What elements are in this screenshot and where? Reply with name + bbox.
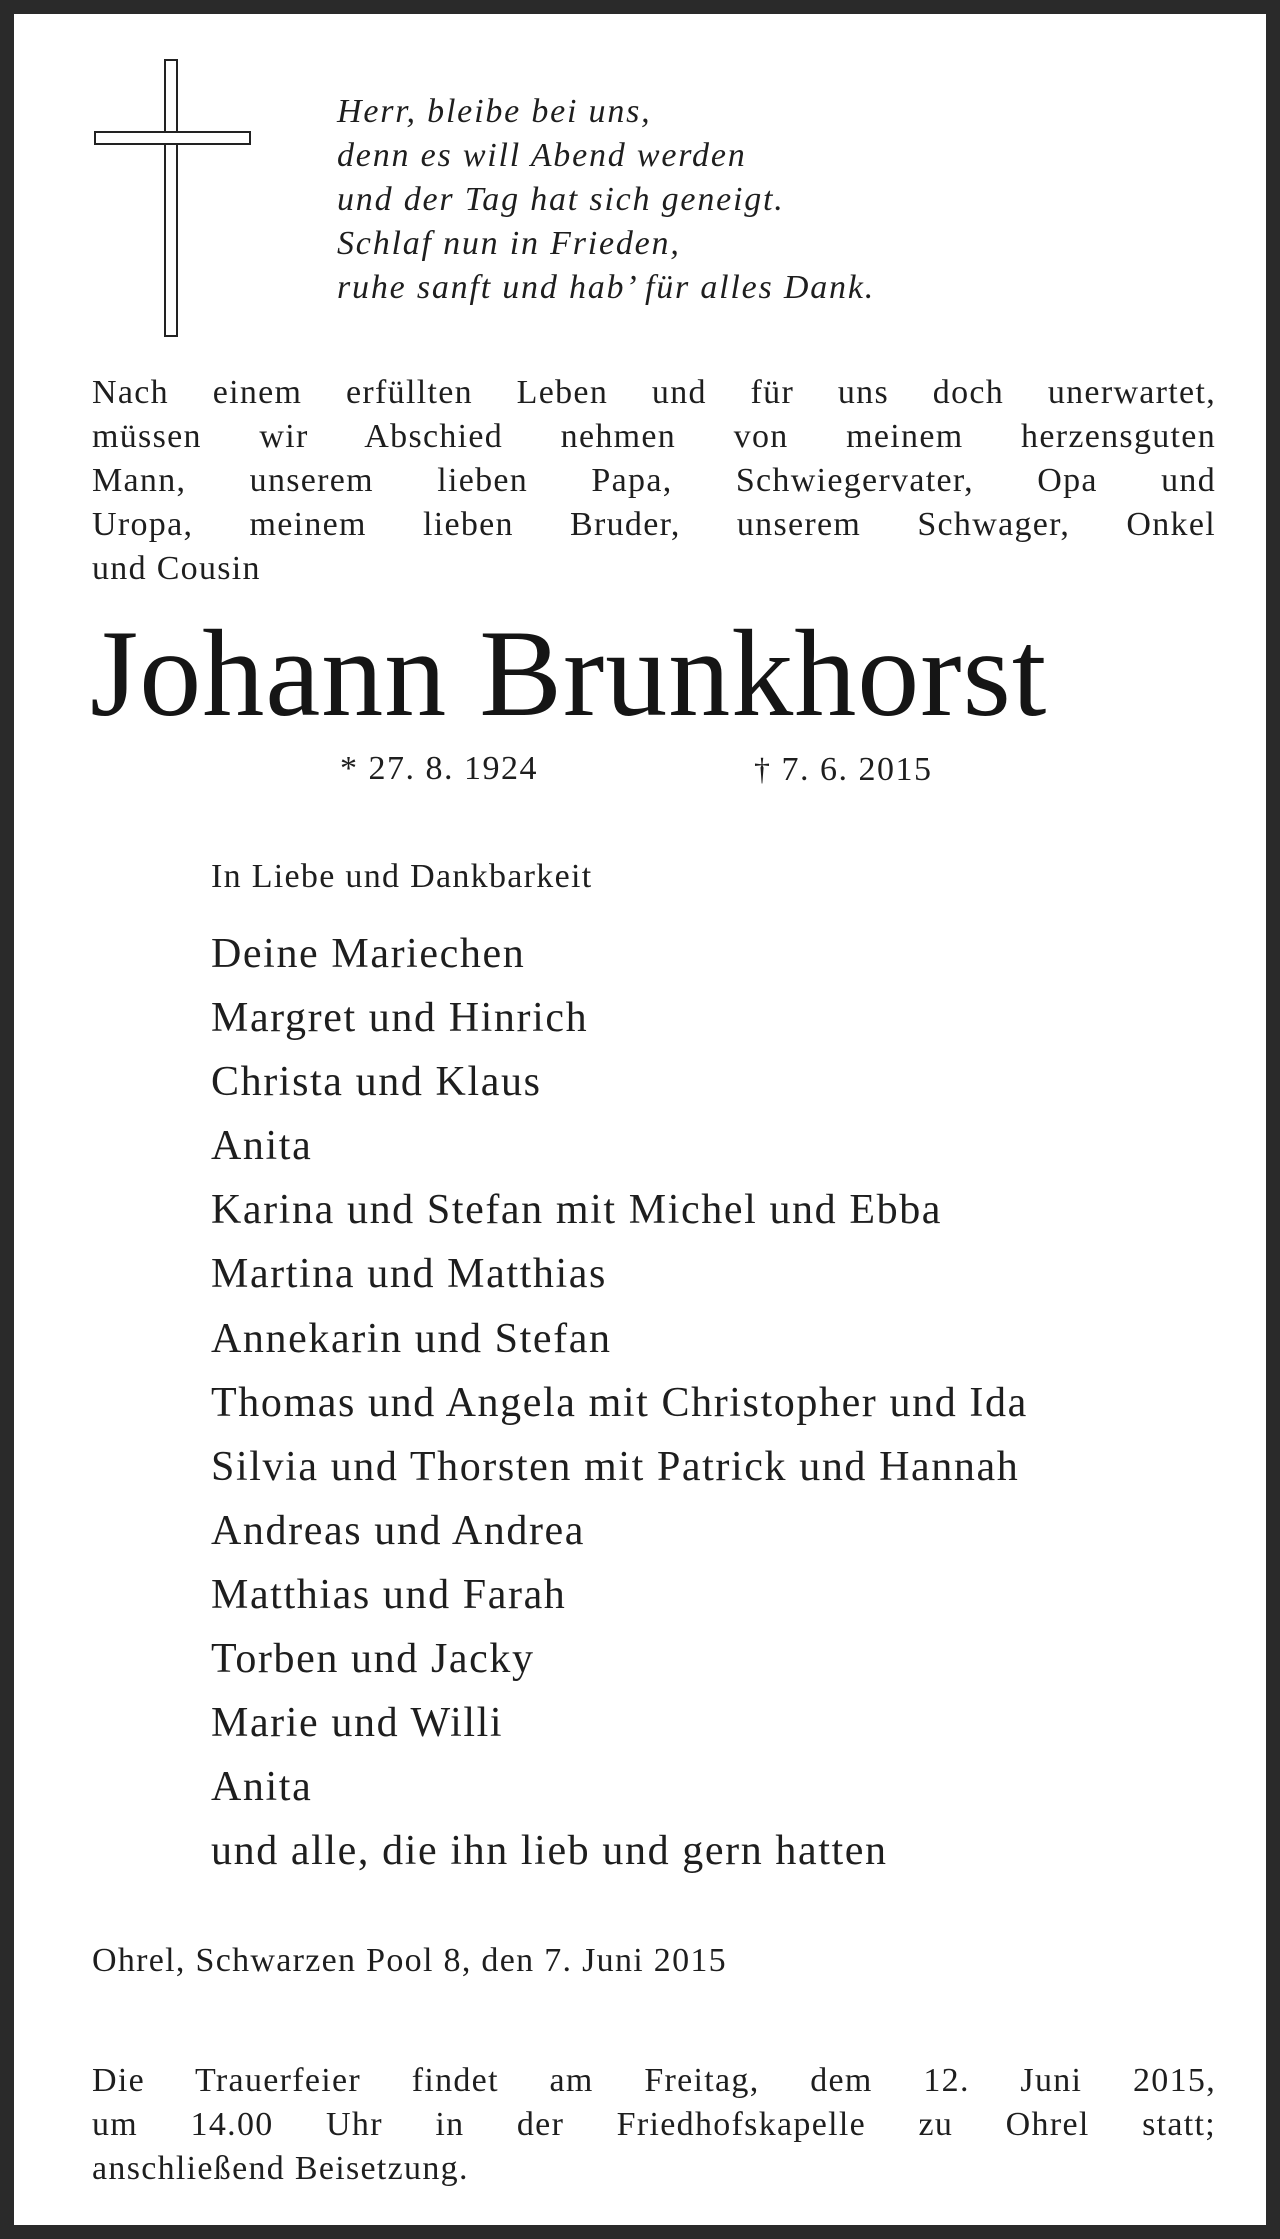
mourner-entry: Thomas und Angela mit Christopher und Ida <box>211 1379 1028 1426</box>
intro-line: Nach einem erfüllten Leben und für uns doch unerwartet, <box>92 374 1216 411</box>
mourner-entry: Marie und Willi <box>211 1700 504 1747</box>
verse-line: Schlaf nun in Frieden, <box>337 225 681 262</box>
intro-line: müssen wir Abschied nehmen von meinem herzensguten <box>92 418 1216 455</box>
verse-line: ruhe sanft und hab’ für alles Dank. <box>337 269 876 306</box>
mourner-entry: Matthias und Farah <box>211 1571 567 1618</box>
funeral-line: anschließend Beisetzung. <box>92 2150 469 2187</box>
verse-line: Herr, bleibe bei uns, <box>337 93 652 130</box>
funeral-line: um 14.00 Uhr in der Friedhofskapelle zu Ohrel statt; <box>92 2106 1216 2143</box>
mourner-entry: Deine Mariechen <box>211 931 526 977</box>
mourners-list <box>211 922 1221 1883</box>
mourner-entry: Torben und Jacky <box>211 1636 535 1683</box>
place-and-date: Ohrel, Schwarzen Pool 8, den 7. Juni 2015 <box>92 1942 727 1979</box>
deceased-name: Johann Brunkhorst <box>90 605 1048 742</box>
mourner-entry: Anita <box>211 1123 313 1170</box>
intro-line: Uropa, meinem lieben Bruder, unserem Schwager, Onkel <box>92 506 1216 543</box>
dagger-icon: † <box>754 751 772 787</box>
death-date: 7. 6. 2015 <box>781 751 933 788</box>
intro-line: Mann, unserem lieben Papa, Schwiegervater, Opa und <box>92 462 1216 499</box>
mourner-entry: Martina und Matthias <box>211 1251 607 1298</box>
mourner-entry: Christa und Klaus <box>211 1059 542 1106</box>
intro-line: und Cousin <box>92 550 261 587</box>
mourner-entry: Annekarin und Stefan <box>211 1315 612 1362</box>
mourner-entry: Silvia und Thorsten mit Patrick und Hannah <box>211 1443 1020 1490</box>
mourner-entry: Anita <box>211 1764 313 1811</box>
verse-line: denn es will Abend werden <box>337 137 747 174</box>
funeral-line: Die Trauerfeier findet am Freitag, dem 12. Juni 2015, <box>92 2062 1216 2099</box>
verse-line: und der Tag hat sich geneigt. <box>337 181 785 218</box>
mourner-entry: Andreas und Andrea <box>211 1507 586 1554</box>
cross-icon <box>94 59 251 337</box>
death-date-line <box>754 747 933 792</box>
funeral-notice <box>92 2059 1216 2191</box>
verse <box>337 90 1237 310</box>
gratitude-line: In Liebe und Dankbarkeit <box>211 858 593 895</box>
birth-date: * 27. 8. 1924 <box>340 750 538 787</box>
mourner-entry: und alle, die ihn lieb und gern hatten <box>211 1828 888 1875</box>
mourner-entry: Margret und Hinrich <box>211 995 589 1042</box>
intro-text <box>92 371 1216 591</box>
mourner-entry: Karina und Stefan mit Michel und Ebba <box>211 1187 943 1234</box>
